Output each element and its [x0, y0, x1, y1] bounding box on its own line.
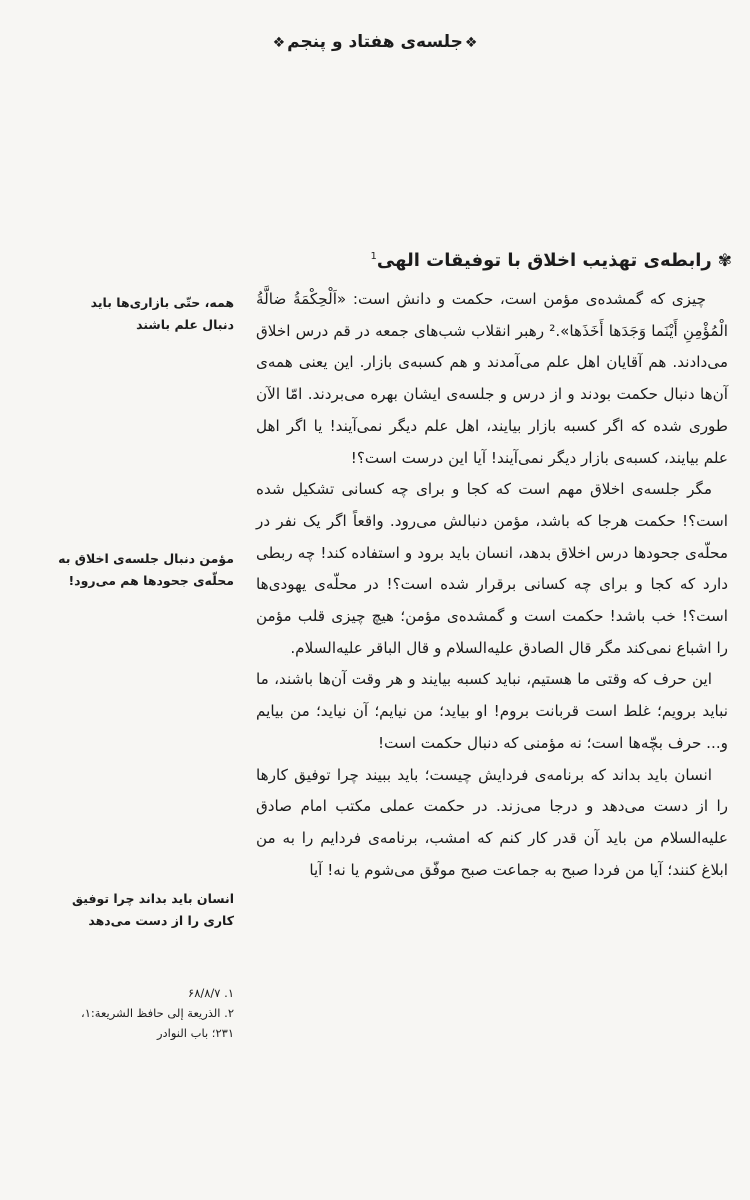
- paragraph-4: انسان باید بداند که برنامه‌ی فردایش چیست؛ باید ببیند چرا توفیق کارها را از دست می‌دهد و درجا می‌زند. در حکمت عملی مکتب امام صادق علیه‌السلام من باید آن قدر کار کنم که امشب، برنامه‌ی فردایم را به من ابلاغ کنند؛ آیا من فردا صبح به جماعت صبح موفّق می‌شوم یا نه! آیا: [256, 765, 728, 879]
- section-title-text: رابطه‌ی تهذیب اخلاق با توفیقات الهی: [376, 250, 712, 271]
- footnote-1: ۱. ۶۸/۸/۷: [188, 986, 234, 1000]
- footnote-2: ۲. الذریعة إلی حافظ الشریعة:۱، ۲۳۱؛ باب النوادر: [81, 1006, 234, 1040]
- chapter-title: جلسه‌ی هفتاد و پنجم: [287, 32, 463, 52]
- sidenote-2: مؤمن دنبال جلسه‌ی اخلاق به محلّه‌ی جحودها هم می‌رود!: [58, 551, 234, 588]
- paragraph-2: مگر جلسه‌ی اخلاق مهم است که کجا و برای چه کسانی تشکیل شده است؟! حکمت هرجا که باشد، مؤمن دنبالش می‌رود. واقعاً اگر یک نفر در محلّه‌ی جحودها درس اخلاق بدهد، انسان باید برود و استفاده کند! چه ربطی دارد که کجا و برای چه کسانی برقرار شده است؟! در محلّه‌ی یهودی‌ها است؟! خب باشد! حکمت است و گمشده‌ی مؤمن؛ هیچ چیزی قلب مؤمن را اشباع نمی‌کند مگر قال الصادق علیه‌السلام و قال الباقر علیه‌السلام.: [256, 480, 728, 657]
- sidenote-1: همه، حتّی بازاری‌ها باید دنبال علم باشند: [90, 295, 234, 332]
- ornament-left-icon: ❖: [272, 35, 286, 51]
- section-heading: [302, 250, 732, 271]
- ornament-right-icon: ❖: [464, 35, 478, 51]
- main-text: [256, 284, 728, 886]
- paragraph-1: چیزی که گمشده‌ی مؤمن است، حکمت و دانش است: «اَلْحِکْمَةُ ضالَّةُ الْمُؤْمِنِ أَیْنَما وَجَدَها أَخَذَها».² رهبر انقلاب شب‌های جمعه در قم درس اخلاق می‌دادند. هم آقایان اهل علم می‌آمدند و هم کسبه‌ی بازار. این یعنی همه‌ی آن‌ها دنبال حکمت بودند و از درس و جلسه‌ی ایشان بهره می‌بردند. امّا الآن طوری شده که اگر کسبه بازار بیایند، اهل علم دیگر نمی‌آیند! یا اگر اهل علم بیایند، کسبه‌ی بازار دیگر نمی‌آیند! آیا این درست است؟!: [256, 290, 728, 467]
- flower-bullet-icon: ✾: [717, 251, 732, 271]
- paragraph-3: این حرف که وقتی ما هستیم، نباید کسبه بیایند و هر وقت آن‌ها باشند، ما نباید برویم؛ غلط است قربانت بروم! او بیاید؛ من نیایم؛ آن نیاید؛ من بیایم و... حرف بچّه‌ها است؛ نه مؤمنی که دنبال حکمت است!: [256, 670, 728, 752]
- sidenote-3: انسان باید بداند چرا توفیق کاری را از دست می‌دهد: [71, 891, 234, 928]
- footnote-mark: 1: [370, 251, 377, 262]
- page-header: [0, 32, 750, 52]
- footnotes: [58, 983, 234, 1043]
